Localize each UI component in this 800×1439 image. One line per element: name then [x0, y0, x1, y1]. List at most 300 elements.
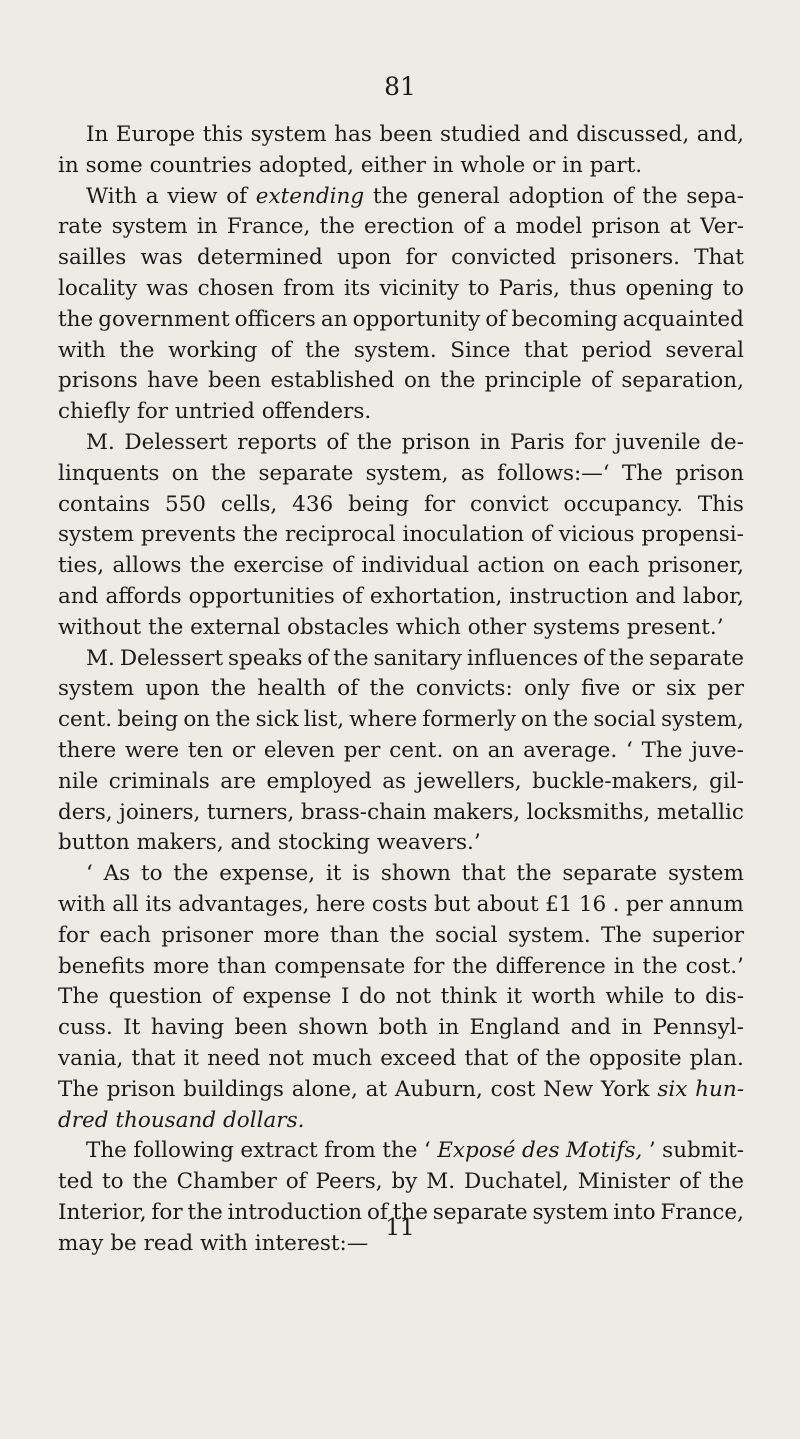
word: of — [485, 306, 507, 332]
word: system — [667, 861, 744, 887]
word: the — [552, 707, 589, 733]
word: each — [99, 922, 151, 948]
word: was — [146, 275, 189, 301]
word: system — [111, 214, 188, 240]
text-line — [58, 397, 744, 428]
text-line — [58, 767, 744, 798]
word: for — [413, 953, 445, 979]
word: by — [391, 1169, 418, 1195]
word: a — [493, 214, 507, 240]
word: prisoner, — [647, 553, 744, 579]
text-line — [58, 1075, 744, 1106]
word: separate — [258, 460, 354, 486]
word: jewellers, — [416, 768, 522, 794]
word: and — [528, 122, 569, 147]
text-line — [58, 520, 744, 551]
word: question — [108, 984, 203, 1010]
word: buildings — [183, 1076, 284, 1102]
word: health — [257, 676, 327, 702]
word: With — [86, 183, 138, 209]
word: dred — [58, 1107, 109, 1133]
word: that — [461, 861, 506, 887]
word: separate — [562, 861, 658, 887]
text-line — [58, 613, 744, 644]
word: weavers.’ — [376, 830, 481, 856]
word: costs — [371, 891, 428, 917]
word: influences — [466, 645, 579, 671]
word: cost — [490, 1076, 536, 1102]
word: an — [320, 306, 348, 332]
text-line — [58, 736, 744, 767]
word: exhortation, — [369, 583, 503, 609]
word: the — [440, 368, 476, 394]
word: upon — [145, 676, 200, 702]
word: contains — [58, 491, 151, 517]
word: the — [333, 645, 369, 671]
word: of — [583, 645, 604, 671]
word: of — [612, 183, 634, 209]
text-line — [58, 952, 744, 983]
word: stocking — [277, 830, 371, 856]
word: not — [395, 984, 431, 1010]
word: separate — [432, 1199, 528, 1225]
text-line — [58, 1106, 744, 1137]
word: ‘ — [625, 737, 633, 763]
word: ted — [58, 1169, 94, 1195]
word: of — [270, 337, 292, 363]
word: system — [58, 676, 134, 702]
word: brass-chain — [300, 799, 427, 825]
word: for — [151, 1199, 183, 1225]
word: inoculation — [402, 522, 525, 548]
word: as — [382, 768, 407, 794]
word: affords — [105, 583, 182, 609]
word: of — [211, 984, 233, 1010]
word: at — [669, 214, 691, 240]
word: alone, — [291, 1076, 358, 1102]
word: vicinity — [379, 275, 459, 301]
word: for — [574, 429, 606, 455]
word: gil- — [709, 768, 744, 794]
word: convict — [470, 491, 549, 517]
word: ‘ — [86, 861, 93, 887]
word: not — [268, 1045, 304, 1071]
word: prevents — [140, 522, 237, 548]
word: The — [58, 984, 99, 1010]
word: thousand — [115, 1107, 217, 1133]
word: or — [231, 737, 256, 763]
word: Interior, — [58, 1199, 147, 1225]
word: that — [524, 337, 568, 363]
word: opportunities — [188, 583, 335, 609]
word: system — [532, 1199, 609, 1225]
word: The — [621, 460, 663, 486]
word: do — [359, 984, 386, 1010]
word: prison — [106, 1076, 176, 1102]
word: or — [532, 152, 556, 178]
word: and — [570, 1015, 611, 1041]
word: the — [369, 676, 405, 702]
word: social — [434, 922, 498, 948]
word: the — [148, 614, 184, 640]
word: allows — [112, 553, 182, 579]
word: expense, — [219, 861, 316, 887]
word: has — [334, 122, 372, 147]
word: on — [521, 707, 548, 733]
word: with — [58, 891, 106, 917]
word: into — [613, 1199, 656, 1225]
word: nile — [58, 768, 99, 794]
word: reports — [237, 429, 317, 455]
word: advantages, — [178, 891, 310, 917]
word: Motifs, — [566, 1138, 643, 1164]
text-line — [58, 828, 744, 859]
word: several — [665, 337, 744, 363]
word: formerly — [422, 707, 516, 733]
word: here — [315, 891, 366, 917]
word: established — [270, 368, 395, 394]
word: system — [58, 522, 134, 548]
word: but — [433, 891, 471, 917]
word: more — [263, 922, 320, 948]
word: 436 — [292, 491, 334, 517]
word: exercise — [233, 553, 324, 579]
word: interest:— — [254, 1230, 369, 1256]
word: prison — [675, 460, 744, 486]
word: the — [608, 645, 645, 671]
word: juvenile — [614, 429, 701, 455]
word: 16 — [578, 891, 607, 917]
word: prisoner — [161, 922, 253, 948]
text-line — [58, 366, 744, 397]
word: of — [531, 522, 552, 548]
word: Paris — [510, 429, 565, 455]
word: the — [389, 922, 425, 948]
word: the — [372, 183, 409, 209]
word: it — [183, 1045, 200, 1071]
word: read — [143, 1230, 194, 1256]
word: present.’ — [626, 614, 724, 640]
word: working — [168, 337, 258, 363]
word: Pennsyl- — [652, 1015, 744, 1041]
word: the — [132, 1169, 168, 1195]
text-line — [58, 1013, 744, 1044]
word: which — [395, 614, 461, 640]
word: of — [226, 183, 248, 209]
word: the — [382, 1138, 418, 1164]
word: part. — [589, 152, 643, 178]
word: individual — [361, 553, 470, 579]
word: to — [673, 984, 696, 1010]
word: separate — [649, 645, 744, 671]
word: system, — [661, 707, 744, 733]
word: convicted — [451, 245, 557, 271]
signature-mark: 11 — [385, 1215, 415, 1241]
word: introduction — [227, 1199, 363, 1225]
word: buckle-makers, — [532, 768, 699, 794]
text-line — [58, 305, 744, 336]
word: its — [145, 891, 172, 917]
word: ten — [187, 737, 224, 763]
word: France, — [226, 214, 311, 240]
word: for — [423, 491, 456, 517]
word: and — [635, 583, 676, 609]
word: and — [230, 830, 271, 856]
word: countries — [149, 152, 252, 178]
word: adopted, — [258, 152, 354, 178]
word: worth — [531, 984, 596, 1010]
word: other — [467, 614, 527, 640]
text-line — [58, 243, 744, 274]
word: action — [477, 553, 545, 579]
text-line — [58, 459, 744, 490]
word: vania, — [58, 1045, 124, 1071]
word: on — [171, 460, 199, 486]
word: think — [440, 984, 497, 1010]
word: Ver- — [700, 214, 744, 240]
text-line — [58, 798, 744, 829]
word: on — [183, 707, 211, 733]
word: to — [140, 861, 163, 887]
word: opportunity — [352, 306, 481, 332]
word: submit- — [662, 1138, 744, 1164]
word: per — [707, 676, 744, 702]
word: may — [58, 1230, 104, 1256]
word: all — [112, 891, 139, 917]
word: M. — [86, 429, 115, 455]
word: for — [405, 245, 437, 271]
word: than — [217, 953, 267, 979]
word: opposite — [588, 1045, 682, 1071]
text-line — [58, 1136, 744, 1167]
word: with — [58, 337, 106, 363]
word: the — [210, 460, 247, 486]
word: a — [145, 183, 159, 209]
word: acquainted — [622, 306, 744, 332]
word: In — [86, 122, 109, 147]
word: This — [697, 491, 744, 517]
word: being — [117, 707, 179, 733]
text-line — [58, 274, 744, 305]
word: with — [200, 1230, 248, 1256]
word: criminals — [108, 768, 210, 794]
word: vicious — [558, 522, 635, 548]
text-line — [58, 921, 744, 952]
word: the — [452, 953, 488, 979]
word: the — [189, 553, 225, 579]
word: both — [378, 1015, 428, 1041]
word: in — [562, 152, 583, 178]
word: the — [392, 1199, 428, 1225]
word: exceed — [380, 1045, 457, 1071]
word: France, — [660, 1199, 744, 1225]
word: system. — [507, 922, 591, 948]
word: de- — [710, 429, 744, 455]
word: sepa- — [686, 183, 744, 209]
word: of — [332, 553, 354, 579]
word: whole — [460, 152, 526, 178]
word: York — [600, 1076, 650, 1102]
word: for — [136, 399, 169, 425]
word: social — [593, 707, 656, 733]
word: was — [140, 245, 183, 271]
word: been — [379, 122, 433, 147]
word: button — [58, 830, 130, 856]
word: than — [329, 922, 380, 948]
word: linquents — [58, 460, 160, 486]
word: The — [641, 737, 683, 763]
word: erection — [364, 214, 455, 240]
word: extract — [240, 1138, 318, 1164]
word: that — [464, 1045, 509, 1071]
word: expense — [242, 984, 332, 1010]
word: juve- — [691, 737, 744, 763]
word: locality — [58, 275, 138, 301]
word: system. — [353, 337, 437, 363]
word: thus — [569, 275, 617, 301]
word: of — [285, 1169, 307, 1195]
word: to — [722, 275, 744, 301]
word: more — [153, 953, 210, 979]
word: propensi- — [641, 522, 744, 548]
word: or — [631, 676, 655, 702]
word: view — [167, 183, 218, 209]
text-line — [58, 490, 744, 521]
word: New — [543, 1076, 594, 1102]
word: without — [58, 614, 142, 640]
word: in — [58, 152, 79, 178]
word: of — [341, 583, 363, 609]
word: having — [150, 1015, 225, 1041]
word: to — [102, 1169, 124, 1195]
word: difference — [495, 953, 606, 979]
word: discussed, — [576, 122, 690, 147]
word: is — [352, 861, 371, 887]
word: the — [516, 861, 552, 887]
word: prison — [401, 429, 471, 455]
word: external — [190, 614, 281, 640]
word: model — [515, 214, 583, 240]
word: sailles — [58, 245, 127, 271]
word: It — [123, 1015, 141, 1041]
word: each — [588, 553, 640, 579]
word: makers, — [136, 830, 224, 856]
word: sanitary — [373, 645, 462, 671]
word: offenders. — [261, 399, 372, 425]
word: in — [621, 1015, 643, 1041]
word: average. — [523, 737, 618, 763]
word: period — [581, 337, 652, 363]
word: to — [467, 275, 490, 301]
word: from — [283, 275, 335, 301]
word: in — [479, 429, 501, 455]
word: prisons — [58, 368, 138, 394]
word: in — [613, 953, 635, 979]
word: Delessert — [119, 645, 224, 671]
word: need — [207, 1045, 261, 1071]
word: of — [678, 1169, 700, 1195]
word: on — [403, 368, 431, 394]
word: the — [173, 861, 209, 887]
word: speaks — [228, 645, 303, 671]
text-line — [58, 1044, 744, 1075]
word: six — [665, 676, 696, 702]
word: metallic — [656, 799, 744, 825]
word: adoption — [508, 183, 605, 209]
text-line — [58, 212, 744, 243]
word: convicts: — [415, 676, 513, 702]
text-line — [58, 151, 744, 182]
word: six — [657, 1076, 688, 1102]
word: be — [110, 1230, 137, 1256]
word: being — [348, 491, 410, 517]
word: benefits — [58, 953, 146, 979]
word: are — [220, 768, 257, 794]
word: Peers, — [315, 1169, 383, 1195]
word: Auburn, — [394, 1076, 483, 1102]
word: per — [343, 737, 381, 763]
word: it — [506, 984, 523, 1010]
word: system, — [365, 460, 449, 486]
text-line — [58, 428, 744, 459]
word: studied — [440, 122, 521, 147]
word: ders, — [58, 799, 113, 825]
word: cost.’ — [685, 953, 744, 979]
word: shown — [298, 1015, 369, 1041]
word: dollars. — [223, 1107, 305, 1133]
word: cent. — [58, 707, 113, 733]
word: that — [131, 1045, 176, 1071]
word: Since — [450, 337, 511, 363]
word: ‘ — [423, 1138, 431, 1164]
word: 550 — [164, 491, 206, 517]
word: annum — [669, 891, 744, 917]
text-line — [58, 551, 744, 582]
word: of — [591, 368, 612, 394]
word: M. — [86, 645, 115, 671]
word: turners, — [206, 799, 295, 825]
word: The — [86, 1138, 127, 1164]
word: some — [85, 152, 143, 178]
word: of — [366, 1199, 388, 1225]
word: of — [337, 676, 359, 702]
word: and, — [696, 122, 744, 147]
word: instruction — [509, 583, 629, 609]
text-line — [58, 582, 744, 613]
word: in — [196, 214, 218, 240]
word: of — [326, 429, 348, 455]
text-line — [58, 674, 744, 705]
text-line — [58, 1167, 744, 1198]
word: the — [545, 1045, 581, 1071]
word: the — [58, 306, 94, 332]
word: the — [119, 337, 155, 363]
text-line — [58, 336, 744, 367]
word: plan. — [689, 1045, 744, 1071]
word: been — [208, 368, 262, 394]
word: on — [552, 553, 580, 579]
word: while — [605, 984, 665, 1010]
word: Paris, — [498, 275, 560, 301]
word: officers — [234, 306, 316, 332]
word: joiners, — [119, 799, 201, 825]
word: prison — [591, 214, 661, 240]
word: of — [463, 214, 485, 240]
text-line — [58, 859, 744, 890]
word: That — [694, 245, 744, 271]
word: it — [325, 861, 342, 887]
word: the — [356, 429, 393, 455]
